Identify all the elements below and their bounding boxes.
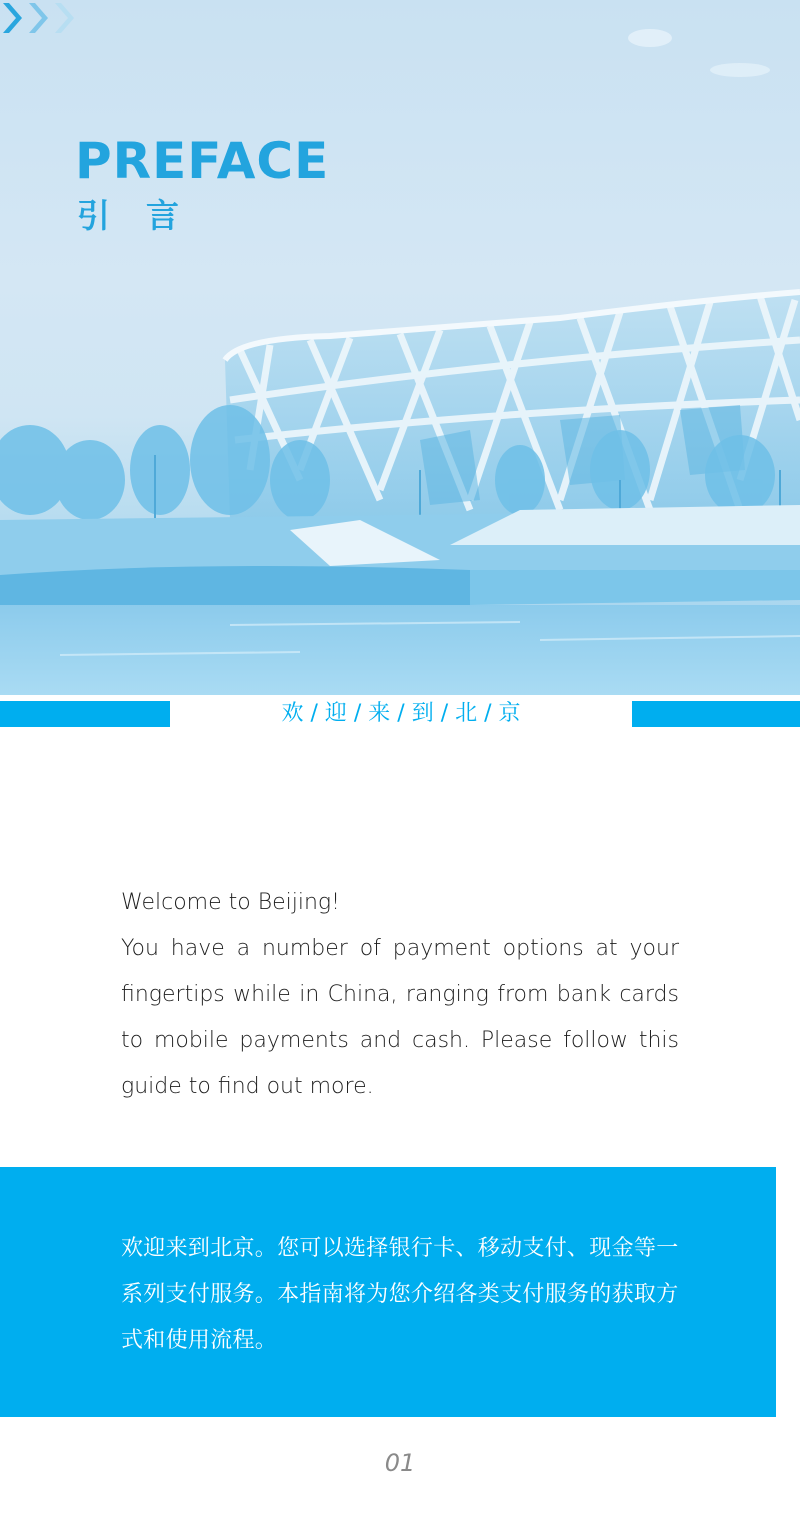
chevron-right-icon (3, 3, 22, 33)
chevron-right-icon (29, 3, 48, 33)
page-number: 01 (384, 1449, 416, 1477)
preface-subtitle: 引言 (77, 196, 215, 235)
chevron-right-icon (55, 3, 74, 33)
intro-chinese: 欢迎来到北京。您可以选择银行卡、移动支付、现金等一系列支付服务。本指南将为您介绍各类支付服务的获取方式和使用流程。 (121, 1236, 679, 1353)
welcome-label: 欢 / 迎 / 来 / 到 / 北 / 京 (170, 697, 632, 731)
preface-title: PREFACE (75, 132, 330, 190)
chevrons-decoration (0, 0, 80, 36)
stadium-illustration (0, 0, 800, 695)
intro-greeting: Welcome to Beijing! (121, 890, 340, 915)
intro-english (121, 880, 679, 1110)
intro-body: You have a number of payment options at your fingertips while in China, ranging from bank cards to mobile payments and cash. Please follow this guide to find out more. (121, 936, 679, 1099)
hero-banner (0, 0, 800, 695)
